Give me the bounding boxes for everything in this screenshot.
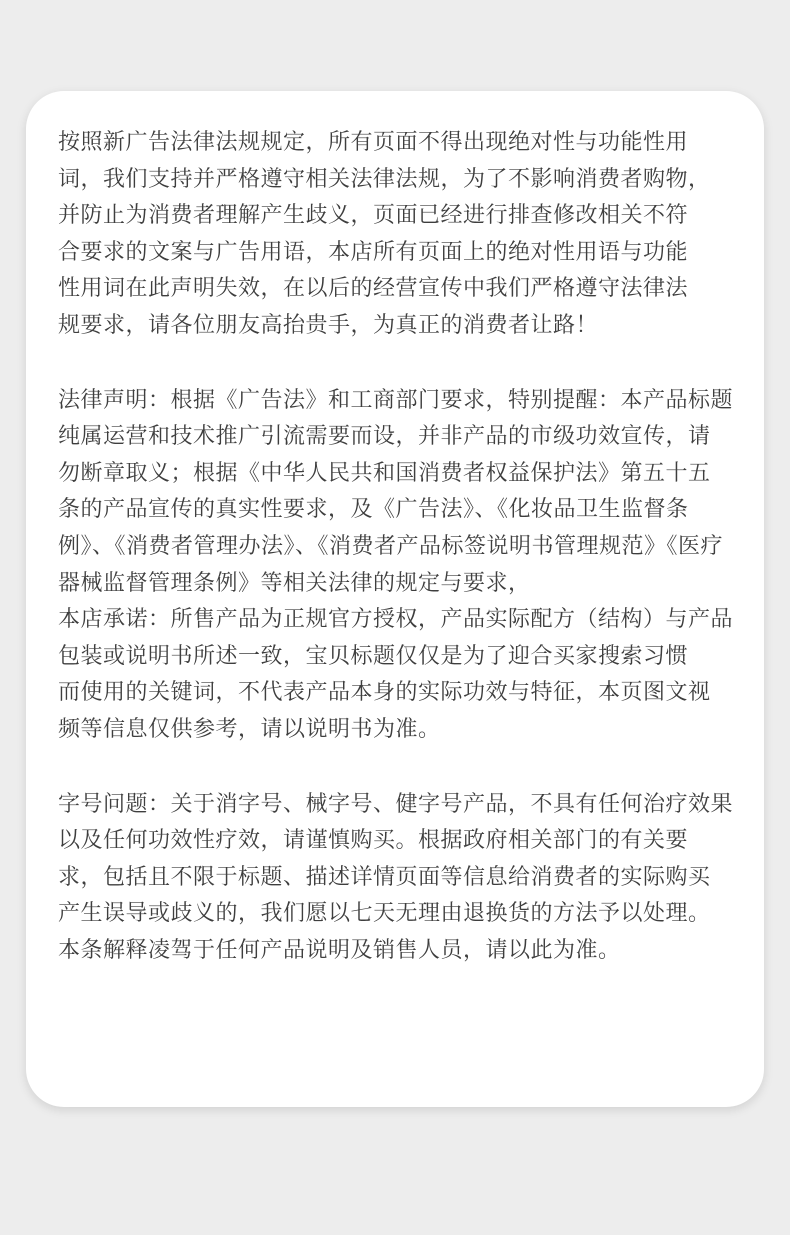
- text-line: 勿断章取义；根据《中华人民共和国消费者权益保护法》第五十五: [58, 460, 711, 486]
- text-line: 字号问题：关于消字号、械字号、健字号产品，不具有任何治疗效果: [58, 791, 734, 817]
- advertising-law-paragraph: [58, 125, 732, 345]
- text-line: 器械监督管理条例》等相关法律的规定与要求，: [58, 570, 531, 596]
- text-line: 例》、《消费者管理办法》、《消费者产品标签说明书管理规范》《医疗: [58, 533, 724, 559]
- text-line: 按照新广告法律法规规定，所有页面不得出现绝对性与功能性用: [58, 130, 689, 155]
- paragraph-spacer: [58, 345, 732, 383]
- text-line: 规要求，请各位朋友高抬贵手，为真正的消费者让路！: [58, 312, 599, 338]
- license-number-paragraph: [58, 787, 732, 970]
- text-line: 本条解释凌驾于任何产品说明及销售人员，请以此为准。: [58, 937, 621, 963]
- paragraph-spacer: [58, 749, 732, 787]
- text-line: 法律声明：根据《广告法》和工商部门要求，特别提醒：本产品标题: [58, 387, 734, 413]
- notice-card: [26, 91, 764, 1107]
- text-line: 合要求的文案与广告用语，本店所有页面上的绝对性用语与功能: [58, 239, 689, 265]
- text-line: 以及任何功效性疗效，请谨慎购买。根据政府相关部门的有关要: [58, 828, 689, 854]
- text-line: 产生误导或歧义的，我们愿以七天无理由退换货的方法予以处理。: [58, 901, 711, 927]
- text-line: 并防止为消费者理解产生歧义，页面已经进行排查修改相关不符: [58, 203, 689, 229]
- text-line: 本店承诺：所售产品为正规官方授权，产品实际配方（结构）与产品: [58, 607, 734, 633]
- text-line: 而使用的关键词，不代表产品本身的实际功效与特征，本页图文视: [58, 680, 711, 706]
- text-line: 条的产品宣传的真实性要求，及《广告法》、《化妆品卫生监督条: [58, 497, 689, 523]
- text-line: 性用词在此声明失效，在以后的经营宣传中我们严格遵守法律法: [58, 276, 689, 302]
- text-line: 包装或说明书所述一致，宝贝标题仅仅是为了迎合买家搜索习惯: [58, 643, 689, 669]
- text-line: 求，包括且不限于标题、描述详情页面等信息给消费者的实际购买: [58, 864, 711, 890]
- legal-statement-paragraph: [58, 383, 732, 749]
- text-line: 纯属运营和技术推广引流需要而设，并非产品的市级功效宣传，请: [58, 424, 711, 450]
- text-line: 频等信息仅供参考，请以说明书为准。: [58, 716, 441, 742]
- text-line: 词，我们支持并严格遵守相关法律法规，为了不影响消费者购物，: [58, 166, 711, 192]
